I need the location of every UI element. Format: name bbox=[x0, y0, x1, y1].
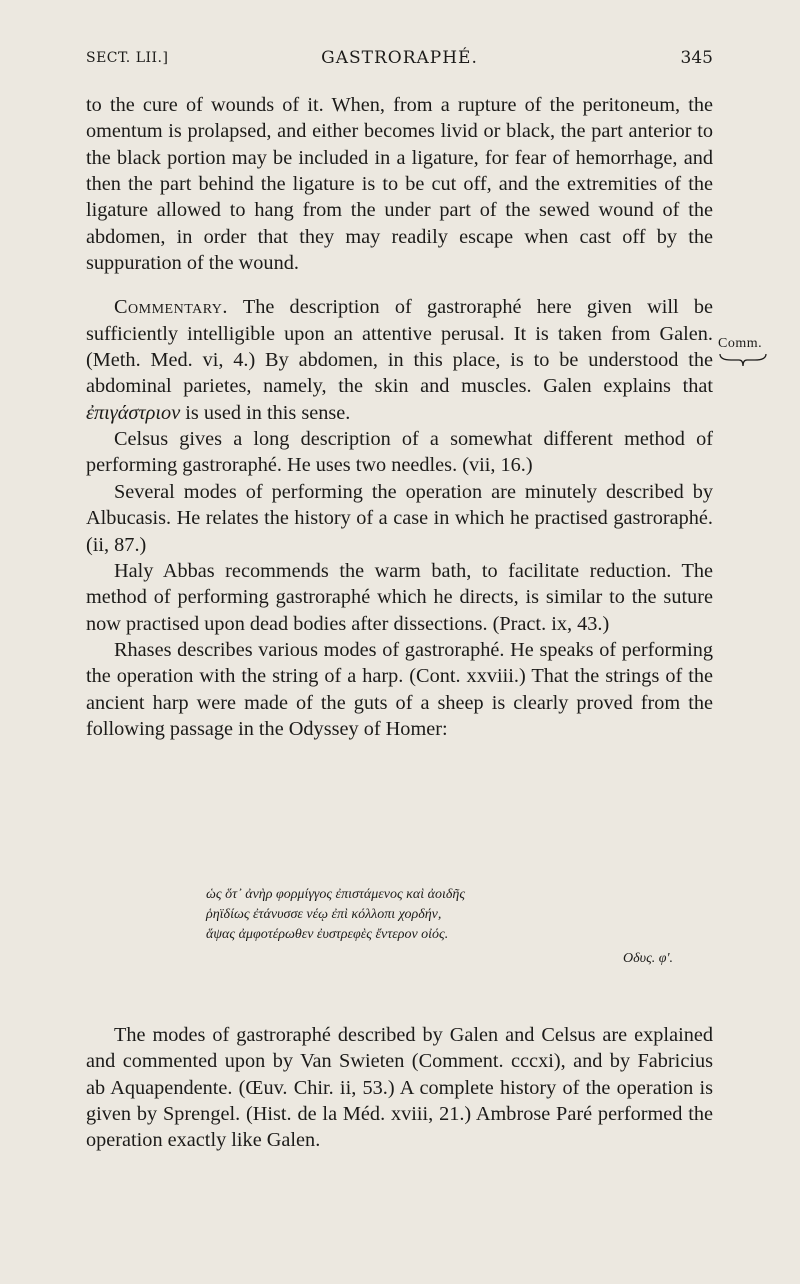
commentary-text-a: The description of gastroraphé here given will be sufficiently intelligible upon an attentive perusal. It is taken from Galen. (Meth. Med. vi, 4.) By abdomen, in this place, is to be understood the abdominal parietes, namely, the skin and muscles. Galen explains that bbox=[86, 296, 713, 398]
verse-line: ὡς ὅτ᾽ ἀνὴρ φορμίγγος ἐπιστάμενος καὶ ἀοιδῆς bbox=[206, 887, 466, 902]
page-number: 345 bbox=[680, 48, 713, 68]
verse-line: ῥηϊδίως ἐτάνυσσε νέῳ ἐπὶ κόλλοπι χορδήν, bbox=[206, 907, 442, 922]
haly-abbas-paragraph: Haly Abbas recommends the warm bath, to facilitate reduction. The method of performing gastroraphé which he directs, is similar to the suture now practised upon dead bodies after dissections. (Pract. ix, 43.) bbox=[86, 559, 713, 635]
brace-icon bbox=[719, 353, 767, 367]
commentary-paragraph bbox=[86, 294, 713, 426]
albucasis-paragraph: Several modes of performing the operation are minutely described by Albucasis. He relates the history of a case in which he practised gastroraphé. (ii, 87.) bbox=[86, 480, 713, 556]
greek-term: ἐπιγάστριον bbox=[86, 401, 181, 424]
celsus-paragraph: Celsus gives a long description of a somewhat different method of performing gastroraphé. He uses two needles. (vii, 16.) bbox=[86, 428, 713, 477]
section-label: SECT. LII.] bbox=[86, 50, 169, 66]
commentary-label: Commentary. bbox=[114, 296, 228, 319]
rhases-paragraph: Rhases describes various modes of gastroraphé. He speaks of performing the operation with the string of a harp. (Cont. xxviii.) That the strings of the ancient harp were made of the guts of a sheep is clearly proved from the following passage in the Odyssey of Homer: bbox=[86, 638, 713, 740]
verse-source: Οδυς. φ'. bbox=[623, 951, 673, 966]
running-header bbox=[86, 48, 713, 72]
opening-paragraph: to the cure of wounds of it. When, from a rupture of the peritoneum, the omentum is prolapsed, and either becomes livid or black, the part anterior to the black portion may be included in a ligature, for fear of hemorrhage, and then the part behind the ligature is to be cut off, and the extremities of the ligature allowed to hang from the under part of the sewed wound of the abdomen, in order that they may readily escape when cast off by the suppuration of the wound. bbox=[86, 94, 713, 275]
closing-paragraph: The modes of gastroraphé described by Galen and Celsus are explained and commented upon by Van Swieten (Comment. cccxi), and by Fabricius ab Aquapendente. (Œuv. Chir. ii, 53.) A complete history of the operation is given by Sprengel. (Hist. de la Méd. xviii, 21.) Ambrose Paré performed the operation exactly like Galen. bbox=[86, 1024, 713, 1152]
commentary-text-b: is used in this sense. bbox=[185, 401, 351, 424]
main-text bbox=[86, 92, 713, 742]
verse-line: ἅψας ἀμφοτέρωθεν ἐυστρεφὲς ἔντερον οἰός. bbox=[206, 927, 449, 942]
page-title: GASTRORAPHÉ. bbox=[321, 48, 478, 68]
margin-note: Comm. bbox=[718, 336, 763, 351]
closing-text bbox=[86, 1022, 713, 1154]
greek-verse bbox=[86, 885, 713, 969]
